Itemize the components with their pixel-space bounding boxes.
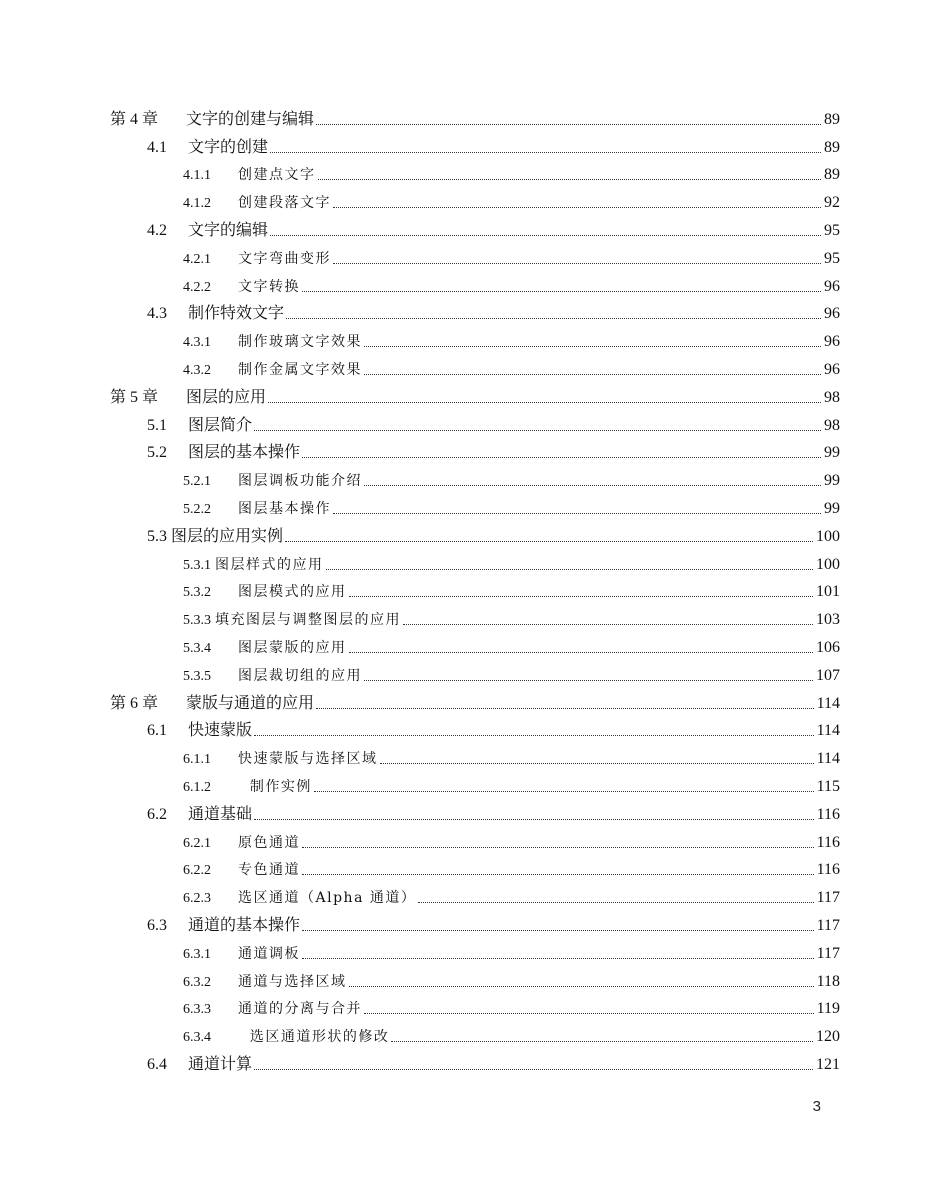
toc-subsection-entry[interactable] <box>0 271 950 299</box>
page-footer <box>0 1098 950 1120</box>
toc-entry-page: 96 <box>824 333 840 351</box>
toc-entry-number: 5.3.1 <box>183 557 211 573</box>
toc-entry-number: 4.1.2 <box>183 196 211 212</box>
toc-subsection-entry[interactable] <box>0 1021 950 1049</box>
toc-dot-leader <box>333 513 821 514</box>
toc-dot-leader <box>391 1041 813 1042</box>
toc-dot-leader <box>254 819 814 820</box>
toc-section-entry[interactable] <box>0 716 950 744</box>
toc-entry-page: 100 <box>816 555 840 573</box>
toc-entry-page: 98 <box>824 416 840 434</box>
toc-entry-title: 图层的应用 <box>186 386 267 406</box>
toc-entry-number: 第 5 章 <box>110 388 159 406</box>
toc-dot-leader <box>403 624 813 625</box>
toc-entry-page: 115 <box>816 777 840 795</box>
toc-entry-title: 制作玻璃文字效果 <box>238 334 362 351</box>
toc-dot-leader <box>380 763 814 764</box>
toc-dot-leader <box>254 430 821 431</box>
toc-subsection-entry[interactable] <box>0 994 950 1022</box>
toc-entry-title: 制作金属文字效果 <box>238 361 362 378</box>
toc-subsection-entry[interactable] <box>0 549 950 577</box>
toc-entry-title: 快速蒙版与选择区域 <box>238 751 378 768</box>
toc-entry-title: 文字弯曲变形 <box>238 250 331 267</box>
toc-section-entry[interactable] <box>0 299 950 327</box>
toc-entry-title: 图层模式的应用 <box>238 584 347 601</box>
toc-entry-page: 99 <box>824 499 840 517</box>
toc-dot-leader <box>254 735 814 736</box>
toc-dot-leader <box>364 374 821 375</box>
toc-dot-leader <box>286 318 821 319</box>
toc-section-entry[interactable] <box>0 1049 950 1077</box>
toc-entry-page: 106 <box>816 638 840 656</box>
toc-section-entry[interactable] <box>0 910 950 938</box>
toc-dot-leader <box>349 596 814 597</box>
toc-entry-page: 100 <box>816 527 840 545</box>
toc-entry-number: 5.3.5 <box>183 668 211 684</box>
toc-subsection-entry[interactable] <box>0 771 950 799</box>
toc-entry-number: 4.2 <box>147 221 167 239</box>
toc-chapter-entry[interactable] <box>0 382 950 410</box>
toc-entry-number: 6.2.3 <box>183 891 211 907</box>
toc-subsection-entry[interactable] <box>0 577 950 605</box>
toc-entry-page: 107 <box>816 666 840 684</box>
toc-entry-number: 5.1 <box>147 416 167 434</box>
toc-entry-page: 96 <box>824 360 840 378</box>
toc-entry-number: 4.3.2 <box>183 362 211 378</box>
toc-dot-leader <box>316 708 814 709</box>
toc-entry-title: 创建点文字 <box>238 167 316 184</box>
toc-entry-page: 116 <box>816 805 840 823</box>
toc-dot-leader <box>316 124 821 125</box>
toc-entry-number: 4.2.1 <box>183 251 211 267</box>
toc-dot-leader <box>302 291 821 292</box>
toc-entry-page: 99 <box>824 444 840 462</box>
toc-entry-number: 4.3 <box>147 305 167 323</box>
toc-entry-title: 专色通道 <box>238 862 300 879</box>
toc-entry-title: 制作特效文字 <box>188 303 285 323</box>
toc-entry-title: 通道基础 <box>188 803 253 823</box>
toc-section-entry[interactable] <box>0 410 950 438</box>
toc-dot-leader <box>302 874 814 875</box>
toc-subsection-entry[interactable] <box>0 326 950 354</box>
toc-subsection-entry[interactable] <box>0 187 950 215</box>
toc-entry-title: 填充图层与调整图层的应用 <box>215 612 401 629</box>
toc-dot-leader <box>364 346 821 347</box>
toc-dot-leader <box>418 902 813 903</box>
toc-entry-number: 第 4 章 <box>110 110 159 128</box>
toc-entry-page: 116 <box>816 833 840 851</box>
toc-entry-page: 117 <box>816 916 840 934</box>
toc-entry-page: 89 <box>824 110 840 128</box>
toc-entry-number: 5.3 <box>147 527 167 545</box>
toc-entry-number: 第 6 章 <box>110 694 159 712</box>
toc-entry-page: 114 <box>816 722 840 740</box>
toc-dot-leader <box>364 680 813 681</box>
toc-entry-page: 96 <box>824 305 840 323</box>
toc-entry-title: 文字的创建与编辑 <box>186 108 315 128</box>
toc-entry-number: 5.3.4 <box>183 640 211 656</box>
toc-subsection-entry[interactable] <box>0 827 950 855</box>
toc-dot-leader <box>318 179 822 180</box>
toc-dot-leader <box>302 847 814 848</box>
toc-entry-number: 4.1 <box>147 138 167 156</box>
toc-dot-leader <box>364 485 821 486</box>
table-of-contents <box>0 104 950 1077</box>
toc-dot-leader <box>302 958 814 959</box>
toc-entry-page: 114 <box>816 750 840 768</box>
toc-entry-title: 图层样式的应用 <box>215 556 324 573</box>
toc-section-entry[interactable] <box>0 521 950 549</box>
toc-entry-page: 103 <box>816 611 840 629</box>
toc-subsection-entry[interactable] <box>0 882 950 910</box>
toc-entry-title: 图层裁切组的应用 <box>238 667 362 684</box>
toc-dot-leader <box>364 1013 814 1014</box>
toc-entry-number: 4.1.1 <box>183 168 211 184</box>
toc-dot-leader <box>333 263 821 264</box>
toc-entry-number: 6.4 <box>147 1055 167 1073</box>
toc-dot-leader <box>349 986 814 987</box>
toc-subsection-entry[interactable] <box>0 604 950 632</box>
toc-entry-number: 6.1.1 <box>183 752 211 768</box>
toc-entry-title: 创建段落文字 <box>238 195 331 212</box>
toc-entry-title: 图层简介 <box>188 414 253 434</box>
toc-entry-title: 选区通道形状的修改 <box>238 1029 390 1046</box>
toc-entry-page: 95 <box>824 221 840 239</box>
toc-entry-page: 89 <box>824 166 840 184</box>
toc-entry-number: 4.2.2 <box>183 279 211 295</box>
toc-section-entry[interactable] <box>0 438 950 466</box>
toc-subsection-entry[interactable] <box>0 493 950 521</box>
toc-entry-page: 116 <box>816 861 840 879</box>
toc-entry-number: 6.3.1 <box>183 946 211 962</box>
toc-entry-title: 蒙版与通道的应用 <box>186 692 315 712</box>
toc-entry-title: 快速蒙版 <box>188 720 253 740</box>
toc-entry-title: 通道的基本操作 <box>188 914 301 934</box>
page-number: 3 <box>812 1098 821 1115</box>
toc-dot-leader <box>285 541 813 542</box>
toc-subsection-entry[interactable] <box>0 465 950 493</box>
toc-subsection-entry[interactable] <box>0 966 950 994</box>
toc-entry-number: 6.2.2 <box>183 863 211 879</box>
toc-subsection-entry[interactable] <box>0 743 950 771</box>
toc-subsection-entry[interactable] <box>0 243 950 271</box>
toc-entry-title: 通道与选择区域 <box>238 973 347 990</box>
toc-entry-page: 101 <box>816 583 840 601</box>
toc-entry-title: 选区通道（Alpha 通道） <box>238 890 417 907</box>
toc-subsection-entry[interactable] <box>0 160 950 188</box>
toc-subsection-entry[interactable] <box>0 354 950 382</box>
toc-entry-page: 117 <box>816 944 840 962</box>
toc-section-entry[interactable] <box>0 215 950 243</box>
toc-dot-leader <box>270 152 821 153</box>
toc-entry-page: 89 <box>824 138 840 156</box>
toc-entry-title: 文字转换 <box>238 278 300 295</box>
toc-entry-page: 119 <box>816 1000 840 1018</box>
toc-entry-page: 114 <box>816 694 840 712</box>
toc-chapter-entry[interactable] <box>0 688 950 716</box>
toc-entry-number: 4.3.1 <box>183 335 211 351</box>
toc-dot-leader <box>254 1069 813 1070</box>
toc-entry-number: 6.3.3 <box>183 1002 211 1018</box>
toc-entry-title: 通道的分离与合并 <box>238 1001 362 1018</box>
toc-dot-leader <box>270 235 821 236</box>
toc-entry-number: 5.2 <box>147 444 167 462</box>
toc-dot-leader <box>302 457 821 458</box>
toc-entry-number: 6.2.1 <box>183 835 211 851</box>
toc-section-entry[interactable] <box>0 799 950 827</box>
toc-entry-title: 图层的应用实例 <box>171 525 284 545</box>
toc-entry-number: 6.3.2 <box>183 974 211 990</box>
toc-entry-title: 图层蒙版的应用 <box>238 639 347 656</box>
toc-dot-leader <box>333 207 821 208</box>
toc-entry-title: 图层调板功能介绍 <box>238 473 362 490</box>
toc-entry-page: 120 <box>816 1028 840 1046</box>
toc-entry-title: 制作实例 <box>238 778 312 795</box>
toc-entry-title: 图层的基本操作 <box>188 442 301 462</box>
toc-section-entry[interactable] <box>0 132 950 160</box>
toc-entry-title: 图层基本操作 <box>238 500 331 517</box>
toc-entry-title: 原色通道 <box>238 834 300 851</box>
toc-entry-title: 文字的编辑 <box>188 219 269 239</box>
toc-subsection-entry[interactable] <box>0 660 950 688</box>
toc-dot-leader <box>268 402 821 403</box>
toc-entry-page: 118 <box>816 972 840 990</box>
toc-entry-number: 6.3 <box>147 916 167 934</box>
toc-subsection-entry[interactable] <box>0 938 950 966</box>
toc-entry-page: 117 <box>816 889 840 907</box>
toc-entry-number: 6.3.4 <box>183 1030 211 1046</box>
toc-entry-number: 6.2 <box>147 805 167 823</box>
toc-entry-page: 92 <box>824 194 840 212</box>
toc-subsection-entry[interactable] <box>0 632 950 660</box>
toc-entry-page: 121 <box>816 1055 840 1073</box>
toc-entry-page: 98 <box>824 388 840 406</box>
toc-entry-page: 99 <box>824 472 840 490</box>
toc-entry-number: 6.1 <box>147 722 167 740</box>
toc-entry-number: 5.3.2 <box>183 585 211 601</box>
toc-entry-page: 96 <box>824 277 840 295</box>
toc-subsection-entry[interactable] <box>0 855 950 883</box>
toc-chapter-entry[interactable] <box>0 104 950 132</box>
toc-entry-title: 文字的创建 <box>188 136 269 156</box>
toc-entry-number: 6.1.2 <box>183 779 211 795</box>
toc-dot-leader <box>302 930 814 931</box>
toc-dot-leader <box>326 569 814 570</box>
toc-entry-number: 5.2.1 <box>183 474 211 490</box>
toc-entry-title: 通道计算 <box>188 1053 253 1073</box>
toc-entry-page: 95 <box>824 249 840 267</box>
toc-entry-number: 5.2.2 <box>183 501 211 517</box>
toc-dot-leader <box>349 652 814 653</box>
toc-dot-leader <box>314 791 814 792</box>
toc-entry-title: 通道调板 <box>238 945 300 962</box>
toc-entry-number: 5.3.3 <box>183 613 211 629</box>
